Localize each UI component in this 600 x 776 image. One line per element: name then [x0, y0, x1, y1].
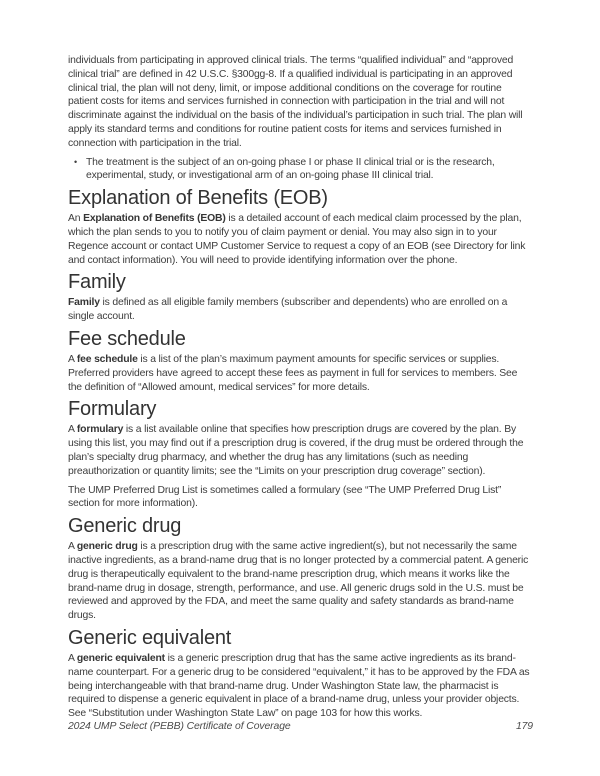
defined-term: generic equivalent [76, 652, 165, 664]
footer-document-title: 2024 UMP Select (PEBB) Certificate of Coverage [68, 721, 291, 732]
section-paragraph-fee-schedule [68, 353, 533, 394]
paragraph-lead: A [68, 541, 77, 553]
paragraph-lead: A [68, 353, 77, 365]
paragraph-lead: A [68, 652, 77, 664]
section-heading-formulary: Formulary [68, 398, 157, 421]
section-paragraph-family [68, 296, 533, 324]
section-heading-generic-equivalent: Generic equivalent [68, 626, 232, 649]
section-paragraph-formulary-2: The UMP Preferred Drug List is sometimes called a formulary (see “The UMP Preferred Drug List” section for more information). [68, 484, 502, 510]
section-heading-generic-drug: Generic drug [68, 515, 182, 538]
section-heading-family: Family [68, 271, 126, 294]
page-footer [68, 721, 533, 732]
bullet-item-text: The treatment is the subject of an on-going phase I or phase II clinical trial or is the research, experimental, study, or investigational arm of an on-going phase III clinical trial. [86, 156, 495, 182]
paragraph-rest: is a list available online that specifies how prescription drugs are covered by the plan. By using this list, you may find out if a prescription drug is covered, if the drug must be ordered through the plan’s specialty drug pharmacy, and whether the drug has any limitations (such as needing preauthorization or quantity limits; see the “Limits on your prescription drug coverage” section). [68, 424, 524, 477]
bullet-icon: • [74, 156, 78, 167]
paragraph-rest: is a prescription drug with the same active ingredient(s), but not necessarily the same inactive ingredients, as a brand-name drug that is no longer protected by a commercial patent. A generic drug is therapeutically equivalent to the brand-name prescription drug, which means it works like the brand-name drug in dosage, strength, performance, and use. All generic drugs sold in the U.S. must be reviewed and approved by the FDA, and meet the same quality and safety standards as brand-name drugs. [68, 541, 529, 622]
paragraph-rest: is a list of the plan’s maximum payment amounts for specific services or supplies. Preferred providers have agreed to accept these fees as payment in full for services to members. See the definition of “Allowed amount, medical services” for more details. [68, 353, 518, 393]
section-paragraph-generic-drug [68, 540, 533, 623]
clinical-trials-bullet-item [68, 156, 533, 184]
defined-term: Family [68, 297, 100, 309]
paragraph-rest: is defined as all eligible family members (subscriber and dependents) who are enrolled on a single account. [68, 297, 508, 323]
defined-term: fee schedule [76, 353, 138, 365]
paragraph-rest: is a generic prescription drug that has the same active ingredients as its brand-name counterpart. For a generic drug to be considered “equivalent,” it has to be approved by the FDA as being interchangeable with that brand-name drug. Under Washington State law, the pharmacist is required to dispense a generic equivalent in place of a brand-name drug, unless your provider objects. See “Substitution under Washington State Law” on page 103 for how this works. [68, 652, 530, 720]
section-heading-fee-schedule: Fee schedule [68, 327, 186, 350]
section-paragraph-formulary [68, 423, 533, 478]
section-heading-eob: Explanation of Benefits (EOB) [68, 187, 328, 210]
paragraph-lead: A [68, 424, 77, 436]
defined-term: Explanation of Benefits (EOB) [83, 213, 226, 225]
defined-term: formulary [76, 424, 124, 436]
paragraph-lead: An [68, 213, 84, 225]
footer-page-number: 179 [515, 721, 533, 732]
clinical-trials-continuation-paragraph: individuals from participating in approved clinical trials. The terms “qualified individual” and “approved clinical trial” are defined in 42 U.S.C. §300gg-8. If a qualified individual is participating in an approved clinical trial, the plan will not deny, limit, or impose additional conditions on the coverage for routine patient costs for items and services furnished in connection with participation in the trial and will not discriminate against the individual on the basis of the individual’s participation in such trial. The plan will apply its standard terms and conditions for routine patient costs for items and services furnished in connection with participation in the trial. [68, 55, 523, 149]
paragraph-rest: is a detailed account of each medical claim processed by the plan, which the plan sends to you to notify you of claim payment or denial. You may also sign in to your Regence account or contact UMP Customer Service to request a copy of an EOB (see Directory for link and contact information). You will need to provide identifying information over the phone. [68, 213, 526, 266]
defined-term: generic drug [76, 541, 138, 553]
section-paragraph-generic-equivalent [68, 652, 533, 721]
section-paragraph-eob [68, 212, 533, 267]
